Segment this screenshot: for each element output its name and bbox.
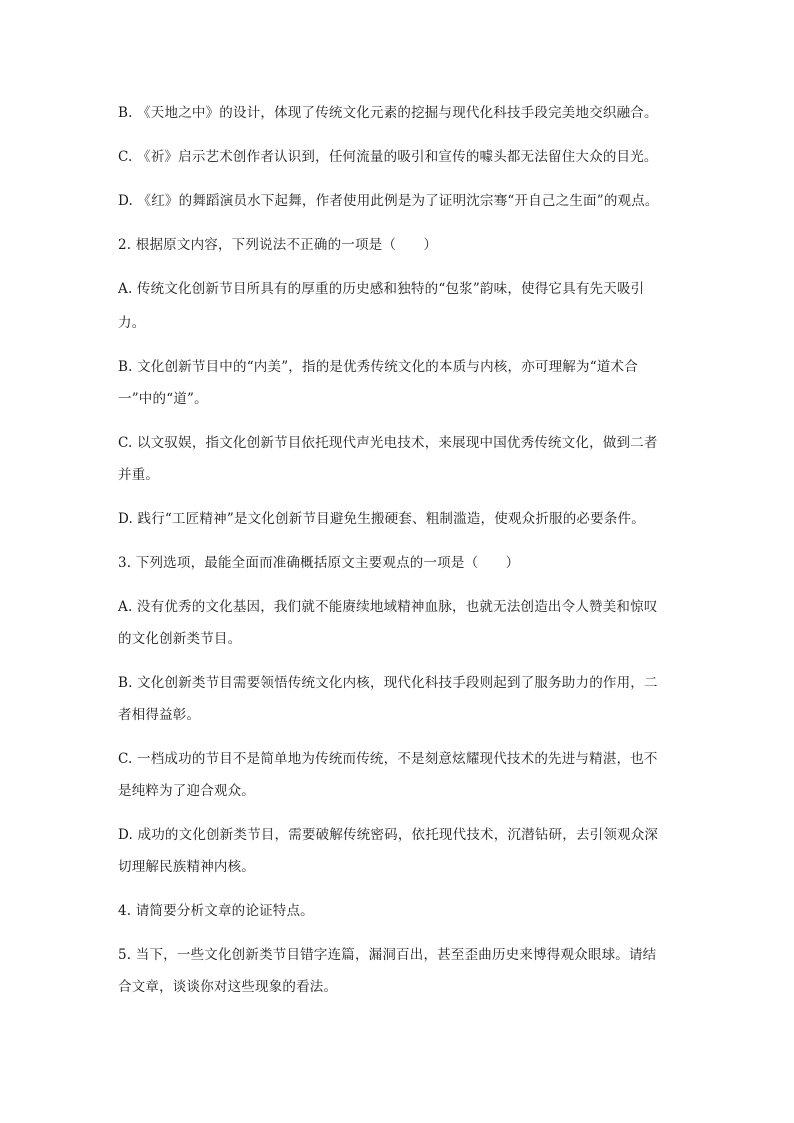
question-5-line-1: 5. 当下，一些文化创新类节目错字连篇，漏洞百出，甚至歪曲历史来博得观众眼球。请结: [118, 947, 657, 963]
q3-option-a-line-1: A. 没有优秀的文化基因，我们就不能赓续地域精神血脉，也就无法创造出令人赞美和惊叹: [118, 599, 658, 615]
q3-option-a-line-2: 的文化创新类节目。: [118, 631, 242, 647]
q3-option-c-line-1: C. 一档成功的节目不是简单地为传统而传统，不是刻意炫耀现代技术的先进与精湛，也不: [118, 751, 658, 767]
q2-option-a-line-1: A. 传统文化创新节目所具有的厚重的历史感和独特的“包浆”韵味，使得它具有先天吸引: [118, 281, 645, 297]
q3-option-d-line-2: 切理解民族精神内核。: [118, 859, 255, 875]
question-2-stem: 2. 根据原文内容，下列说法不正确的一项是（ ）: [118, 237, 438, 253]
q3-option-d-line-1: D. 成功的文化创新类节目，需要破解传统密码，依托现代技术，沉潜钻研，去引领观众深: [118, 827, 659, 843]
q2-option-c-line-1: C. 以文驭娱，指文化创新节目依托现代声光电技术，来展现中国优秀传统文化，做到二者: [118, 435, 658, 451]
option-c-line: C. 《祈》启示艺术创作者认识到，任何流量的吸引和宣传的噱头都无法留住大众的目光。: [118, 149, 658, 165]
question-3-stem: 3. 下列选项，最能全面而准确概括原文主要观点的一项是（ ）: [118, 555, 520, 571]
option-b-line: B. 《天地之中》的设计，体现了传统文化元素的挖掘与现代化科技手段完美地交织融合。: [118, 105, 658, 121]
q2-option-b-line-1: B. 文化创新节目中的“内美”，指的是优秀传统文化的本质与内核，亦可理解为“道术合: [118, 359, 638, 375]
q3-option-c-line-2: 是纯粹为了迎合观众。: [118, 783, 255, 799]
q2-option-a-line-2: 力。: [118, 315, 146, 331]
q2-option-c-line-2: 并重。: [118, 467, 160, 483]
q2-option-b-line-2: 一”中的“道”。: [118, 391, 208, 407]
q3-option-b-line-2: 者相得益彰。: [118, 707, 201, 723]
option-d-line: D. 《红》的舞蹈演员水下起舞，作者使用此例是为了证明沈宗骞“开自己之生面”的观点。: [118, 193, 659, 209]
q3-option-b-line-1: B. 文化创新类节目需要领悟传统文化内核，现代化科技手段则起到了服务助力的作用，二: [118, 675, 658, 691]
question-4: 4. 请简要分析文章的论证特点。: [118, 903, 314, 919]
question-5-line-2: 合文章，谈谈你对这些现象的看法。: [118, 979, 338, 995]
q2-option-d-line: D. 践行“工匠精神”是文化创新节目避免生搬硬套、粗制滥造，使观众折服的必要条件。: [118, 511, 645, 527]
